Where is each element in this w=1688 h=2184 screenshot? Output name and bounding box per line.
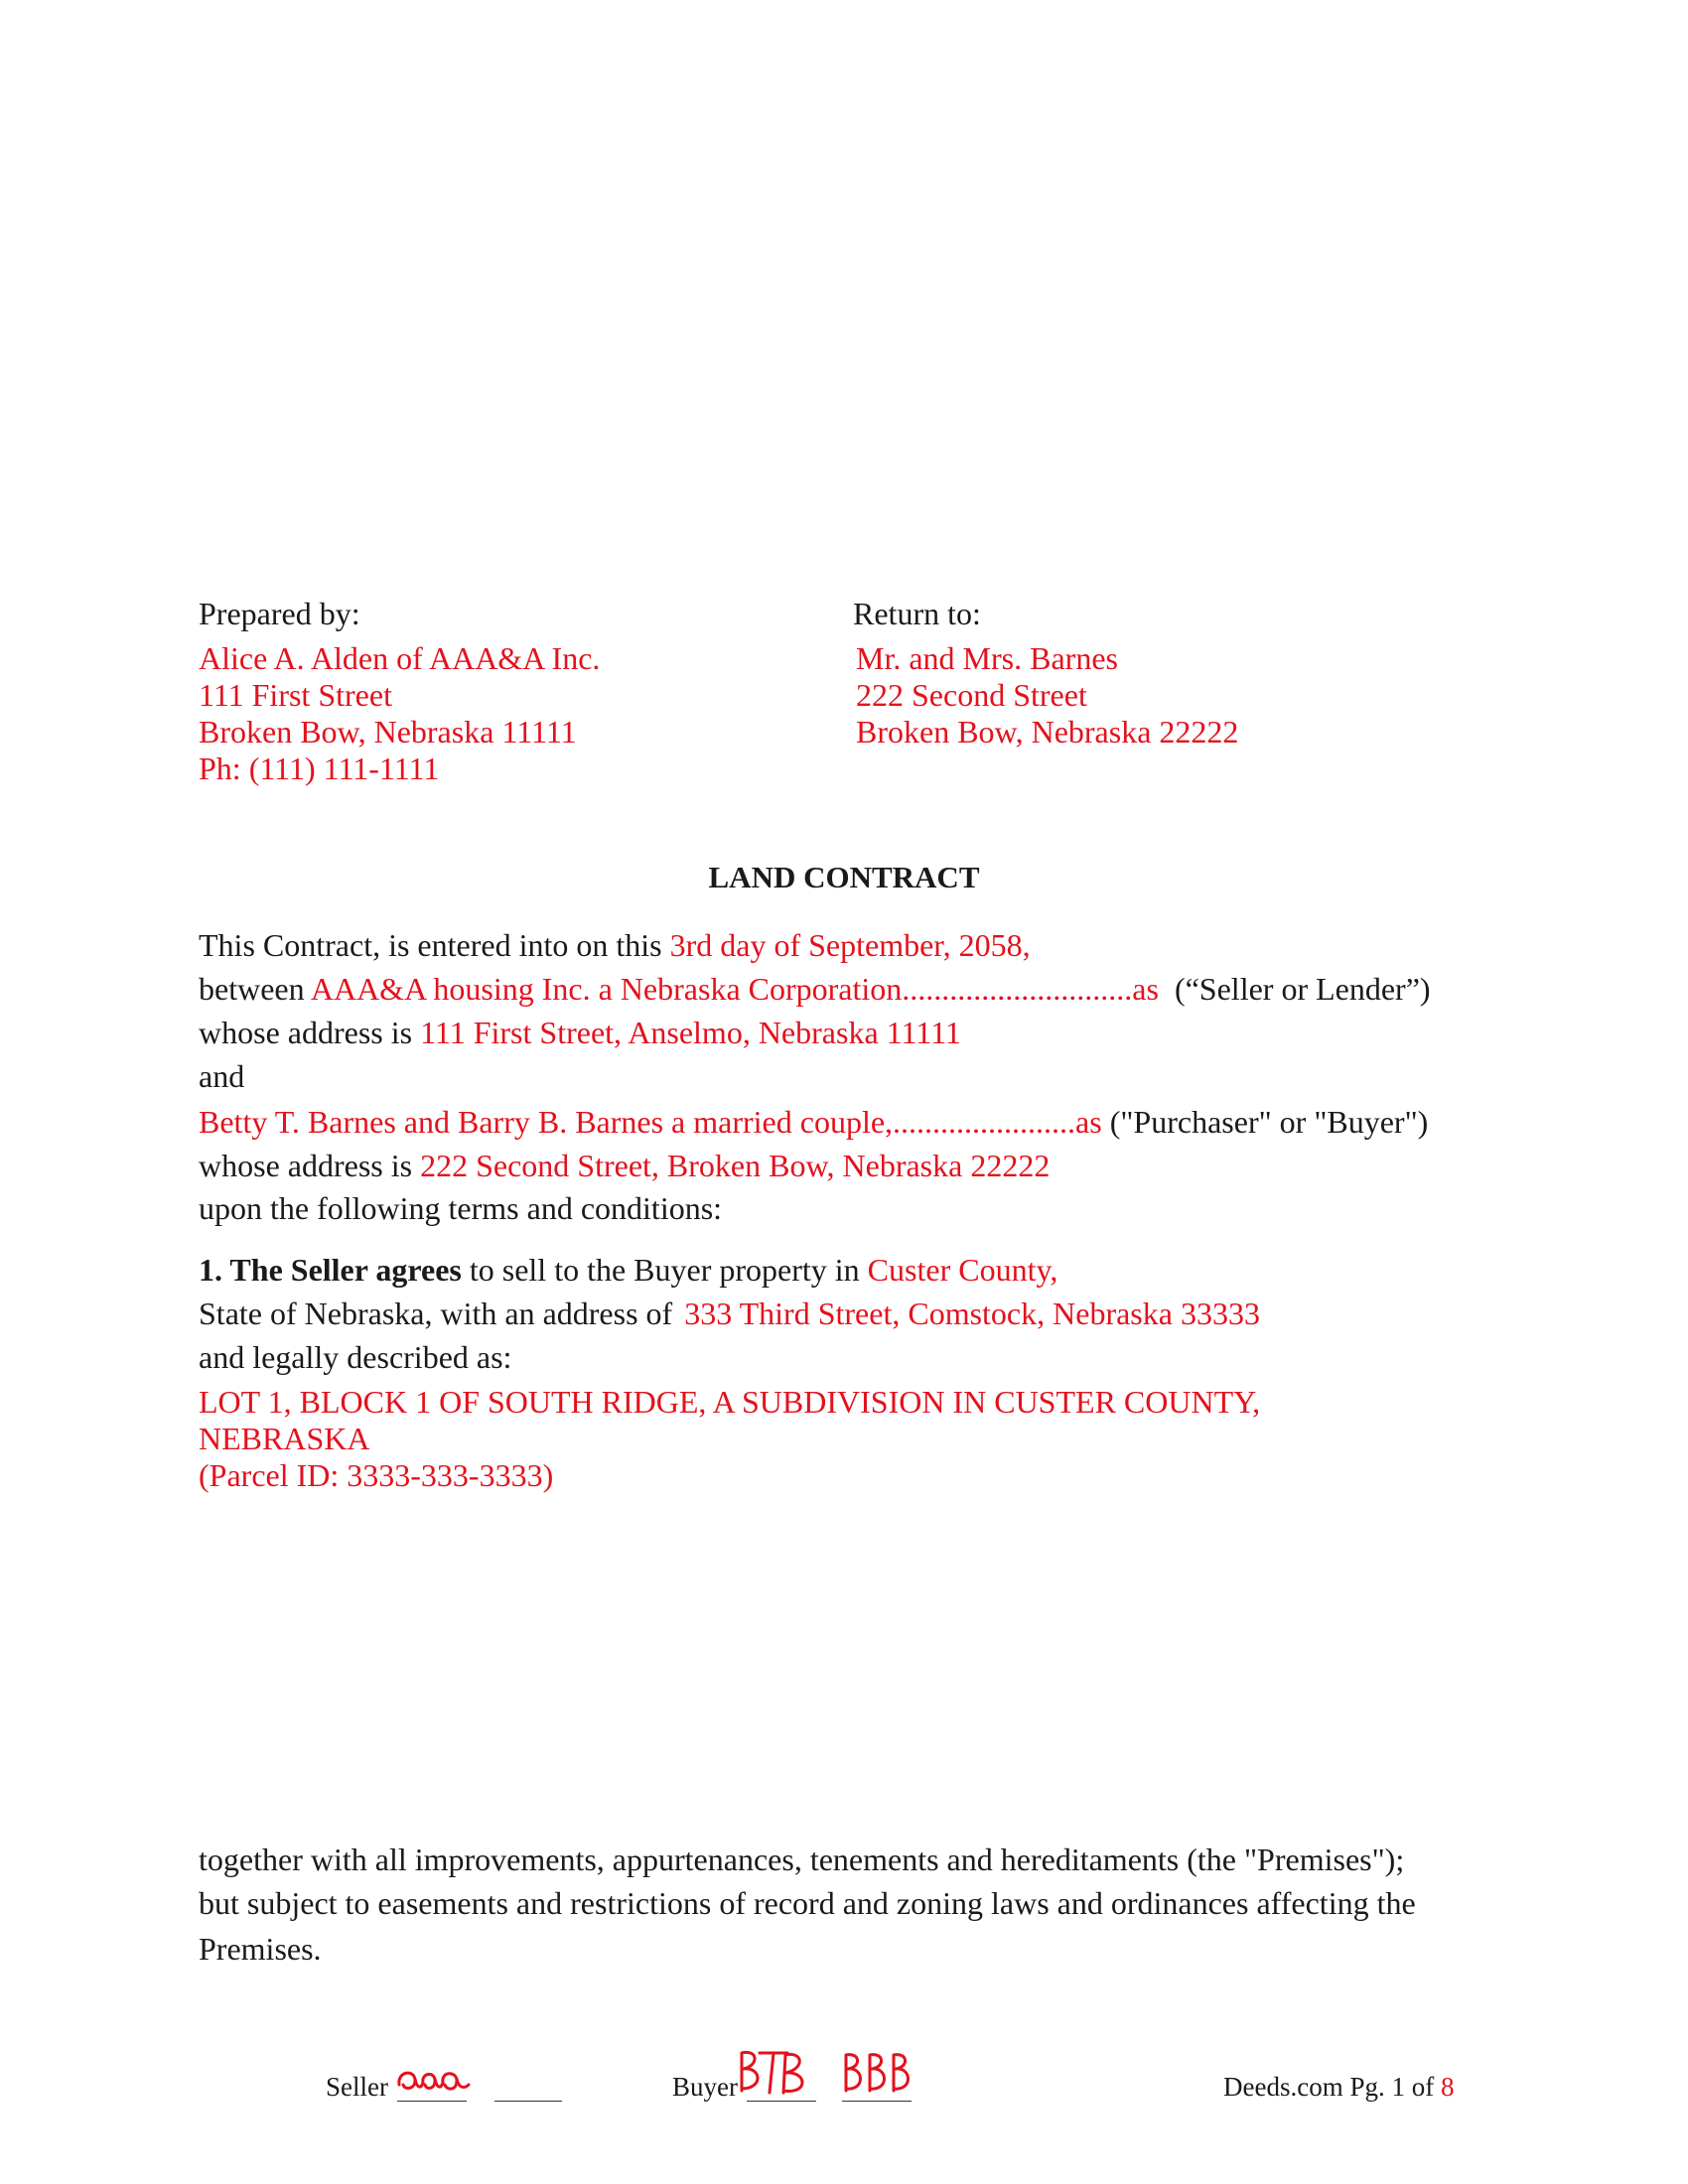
section1-line-2 [199, 1296, 1260, 1332]
preparer-phone: Ph: (111) 111-1111 [199, 751, 440, 786]
section1-lead: to sell to the Buyer property in [469, 1252, 860, 1288]
preparer-city: Broken Bow, Nebraska 11111 [199, 714, 577, 750]
section1-line-1 [199, 1252, 1057, 1289]
and-label: and [199, 1058, 245, 1094]
terms-line: upon the following terms and conditions: [199, 1190, 723, 1226]
footer-page-info [1223, 2071, 1454, 2103]
property-county: Custer County, [867, 1252, 1058, 1288]
premises-line-3: Premises. [199, 1931, 322, 1967]
buyer-address: 222 Second Street, Broken Bow, Nebraska 22222 [420, 1148, 1051, 1183]
buyer-role: ("Purchaser" or "Buyer") [1109, 1104, 1429, 1140]
state-lead: State of Nebraska, with an address of [199, 1296, 673, 1331]
buyer-name: Betty T. Barnes and Barry B. Barnes a married couple,.......................as [199, 1104, 1102, 1140]
contract-date: 3rd day of September, 2058, [669, 927, 1031, 963]
between-label: between [199, 971, 305, 1007]
return-name: Mr. and Mrs. Barnes [856, 640, 1118, 676]
intro-lead: This Contract, is entered into on this [199, 927, 662, 963]
legal-description-line-2: NEBRASKA [199, 1421, 370, 1456]
seller-address: 111 First Street, Anselmo, Nebraska 11111 [420, 1015, 961, 1050]
parcel-id: (Parcel ID: 3333-333-3333) [199, 1457, 554, 1493]
intro-line-2 [199, 971, 1431, 1008]
footer-site-page: Deeds.com Pg. 1 of [1223, 2072, 1435, 2102]
buyer-address-label: whose address is [199, 1148, 413, 1183]
section1-heading: 1. The Seller agrees [199, 1252, 462, 1288]
return-city: Broken Bow, Nebraska 22222 [856, 714, 1239, 750]
address-label: whose address is [199, 1015, 413, 1050]
buyer-1-initials-signature [730, 2045, 819, 2101]
legal-label: and legally described as: [199, 1339, 512, 1375]
preparer-street: 111 First Street [199, 677, 392, 713]
preparer-name: Alice A. Alden of AAA&A Inc. [199, 640, 601, 676]
seller-role: (“Seller or Lender”) [1174, 971, 1431, 1007]
footer-total-pages: 8 [1440, 2072, 1455, 2102]
property-address: 333 Third Street, Comstock, Nebraska 33333 [684, 1296, 1260, 1331]
intro-line-5 [199, 1104, 1428, 1141]
premises-line-2: but subject to easements and restrictions of record and zoning laws and ordinances affecting the [199, 1885, 1416, 1921]
return-to-label: Return to: [853, 596, 981, 631]
footer-buyer-label: Buyer [672, 2072, 738, 2102]
intro-line-6 [199, 1148, 1050, 1184]
seller-initial-line-2 [494, 2075, 562, 2102]
document-title: LAND CONTRACT [708, 860, 980, 894]
intro-line-1 [199, 927, 1031, 964]
premises-line-1: together with all improvements, appurtenances, tenements and hereditaments (the "Premises"); [199, 1842, 1405, 1877]
seller-initials-signature [395, 2055, 475, 2101]
intro-line-3 [199, 1015, 961, 1051]
legal-description-line-1: LOT 1, BLOCK 1 OF SOUTH RIDGE, A SUBDIVISION IN CUSTER COUNTY, [199, 1384, 1261, 1420]
seller-name: AAA&A housing Inc. a Nebraska Corporation.............................as [310, 971, 1159, 1007]
footer-seller-label: Seller [326, 2072, 388, 2102]
prepared-by-label: Prepared by: [199, 596, 360, 631]
return-street: 222 Second Street [856, 677, 1087, 713]
buyer-2-initials-signature [840, 2047, 919, 2097]
